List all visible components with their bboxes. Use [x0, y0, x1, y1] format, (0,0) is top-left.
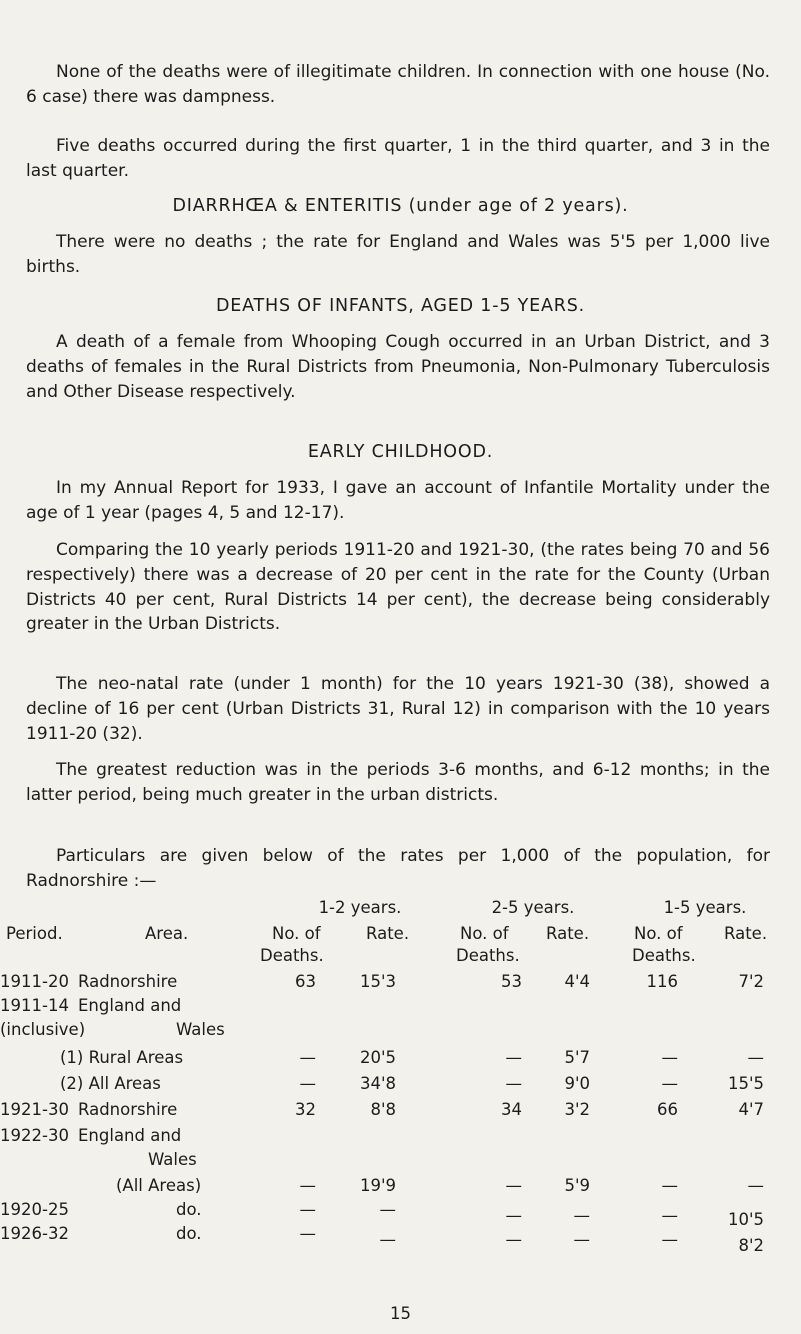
row4-area: (2) All Areas	[60, 1074, 161, 1093]
row1-deaths-2-5: 53	[501, 972, 522, 991]
row7-deaths-2-5: —	[505, 1206, 522, 1225]
row6-deaths-1-2: —	[299, 1176, 316, 1195]
row8-deaths-2-5: —	[505, 1230, 522, 1249]
row8-deaths-1-5: —	[661, 1230, 678, 1249]
row5-deaths-1-2: 32	[295, 1100, 316, 1119]
paragraph-comparing: Comparing the 10 yearly periods 1911-20 and 1921-30, (the rates being 70 and 56 respectively) there was a decrease of 20 per cent in the rate for the County (Urban Districts 40 per cent, Rural Districts 14 per cent), the decrease being considerably greater in the Urban Districts.	[26, 540, 770, 635]
row2-period: 1911-14	[0, 996, 69, 1015]
row5-period: 1921-30	[0, 1100, 69, 1119]
row6-period: 1922-30	[0, 1126, 69, 1145]
header-no-of-1-5: No. of	[634, 924, 683, 943]
row4-deaths-1-2: —	[299, 1074, 316, 1093]
row4-rate-1-5: 15'5	[727, 1074, 764, 1093]
paragraph-no-deaths: There were no deaths ; the rate for England and Wales was 5'5 per 1,000 live births.	[26, 232, 770, 277]
row8-deaths-1-2: —	[299, 1224, 316, 1243]
row6-deaths-2-5: —	[505, 1176, 522, 1195]
row5-rate-1-2: 8'8	[370, 1100, 396, 1119]
header-no-of-1-2: No. of	[272, 924, 321, 943]
header-period: Period.	[6, 924, 63, 943]
heading-early-childhood: EARLY CHILDHOOD.	[307, 442, 494, 462]
paragraph-greatest-reduction: The greatest reduction was in the periods 3-6 months, and 6-12 months; in the latter period, being much greater in the urban districts.	[26, 760, 770, 805]
row7-rate-2-5: —	[573, 1206, 590, 1225]
row5-deaths-1-5: 66	[657, 1100, 678, 1119]
header-rate-1-5: Rate.	[724, 924, 768, 943]
row1-period: 1911-20	[0, 972, 69, 991]
row2-wales: Wales	[176, 1020, 225, 1039]
paragraph-annual-report: In my Annual Report for 1933, I gave an account of Infantile Mortality under the age of 1 year (pages 4, 5 and 12-17).	[26, 478, 770, 523]
row5-rate-1-5: 4'7	[738, 1100, 764, 1119]
row6-area: England and	[78, 1126, 182, 1145]
row7-area: do.	[176, 1200, 202, 1219]
header-rate-1-2: Rate.	[366, 924, 410, 943]
header-deaths-1-2: Deaths.	[260, 946, 324, 965]
row6-rate-1-2: 19'9	[359, 1176, 396, 1195]
page-number: 15	[390, 1304, 411, 1323]
row1-rate-1-2: 15'3	[359, 972, 396, 991]
heading-infants: DEATHS OF INFANTS, AGED 1-5 YEARS.	[216, 296, 585, 316]
row1-rate-2-5: 4'4	[564, 972, 590, 991]
paragraph-particulars: Particulars are given below of the rates per 1,000 of the population, for Radnorshire :—	[26, 846, 770, 891]
row6-deaths-1-5: —	[661, 1176, 678, 1195]
paragraph-illegitimate: None of the deaths were of illegitimate children. In connection with one house (No. 6 case) there was dampness.	[26, 62, 770, 107]
header-2-5-years: 2-5 years.	[491, 898, 575, 917]
row2-area: England and	[78, 996, 182, 1015]
row4-rate-1-2: 34'8	[359, 1074, 396, 1093]
row1-deaths-1-2: 63	[295, 972, 316, 991]
header-1-2-years: 1-2 years.	[318, 898, 402, 917]
row8-rate-2-5: —	[573, 1230, 590, 1249]
row4-rate-2-5: 9'0	[564, 1074, 590, 1093]
row2-inclusive: (inclusive)	[0, 1020, 86, 1039]
row3-deaths-1-2: —	[299, 1048, 316, 1067]
row8-area: do.	[176, 1224, 202, 1243]
row7-period: 1920-25	[0, 1200, 69, 1219]
row8-rate-1-5: 8'2	[738, 1236, 764, 1255]
row1-deaths-1-5: 116	[646, 972, 678, 991]
paragraph-neo-natal: The neo-natal rate (under 1 month) for the 10 years 1921-30 (38), showed a decline of 16 per cent (Urban Districts 31, Rural 12) in comparison with the 10 years 1911-20 (32).	[26, 674, 770, 744]
row8-period: 1926-32	[0, 1224, 69, 1243]
row7-deaths-1-5: —	[661, 1206, 678, 1225]
header-area: Area.	[145, 924, 189, 943]
row4-deaths-2-5: —	[505, 1074, 522, 1093]
heading-diarrhoea: DIARRHŒA & ENTERITIS (under age of 2 years).	[172, 196, 629, 216]
row7-rate-1-2: —	[379, 1200, 396, 1219]
row4-deaths-1-5: —	[661, 1074, 678, 1093]
row3-deaths-2-5: —	[505, 1048, 522, 1067]
header-deaths-1-5: Deaths.	[632, 946, 696, 965]
header-rate-2-5: Rate.	[546, 924, 590, 943]
header-1-5-years: 1-5 years.	[663, 898, 747, 917]
row6-rate-1-5: —	[747, 1176, 764, 1195]
row3-deaths-1-5: —	[661, 1048, 678, 1067]
row6-wales: Wales	[148, 1150, 197, 1169]
row1-rate-1-5: 7'2	[738, 972, 764, 991]
row5-area: Radnorshire	[78, 1100, 178, 1119]
header-deaths-2-5: Deaths.	[456, 946, 520, 965]
row5-rate-2-5: 3'2	[564, 1100, 590, 1119]
row3-area: (1) Rural Areas	[60, 1048, 184, 1067]
row8-rate-1-2: —	[379, 1230, 396, 1249]
row3-rate-2-5: 5'7	[564, 1048, 590, 1067]
row7-deaths-1-2: —	[299, 1200, 316, 1219]
paragraph-quarters: Five deaths occurred during the first quarter, 1 in the third quarter, and 3 in the last quarter.	[26, 136, 770, 181]
row5-deaths-2-5: 34	[501, 1100, 522, 1119]
row3-rate-1-5: —	[747, 1048, 764, 1067]
row1-area: Radnorshire	[78, 972, 178, 991]
paragraph-whooping-cough: A death of a female from Whooping Cough occurred in an Urban District, and 3 deaths of females in the Rural Districts from Pneumonia, Non-Pulmonary Tuberculosis and Other Disease respectively.	[26, 332, 770, 402]
row6-all-areas: (All Areas)	[116, 1176, 202, 1195]
row6-rate-2-5: 5'9	[564, 1176, 590, 1195]
row3-rate-1-2: 20'5	[359, 1048, 396, 1067]
row7-rate-1-5: 10'5	[727, 1210, 764, 1229]
header-no-of-2-5: No. of	[460, 924, 509, 943]
